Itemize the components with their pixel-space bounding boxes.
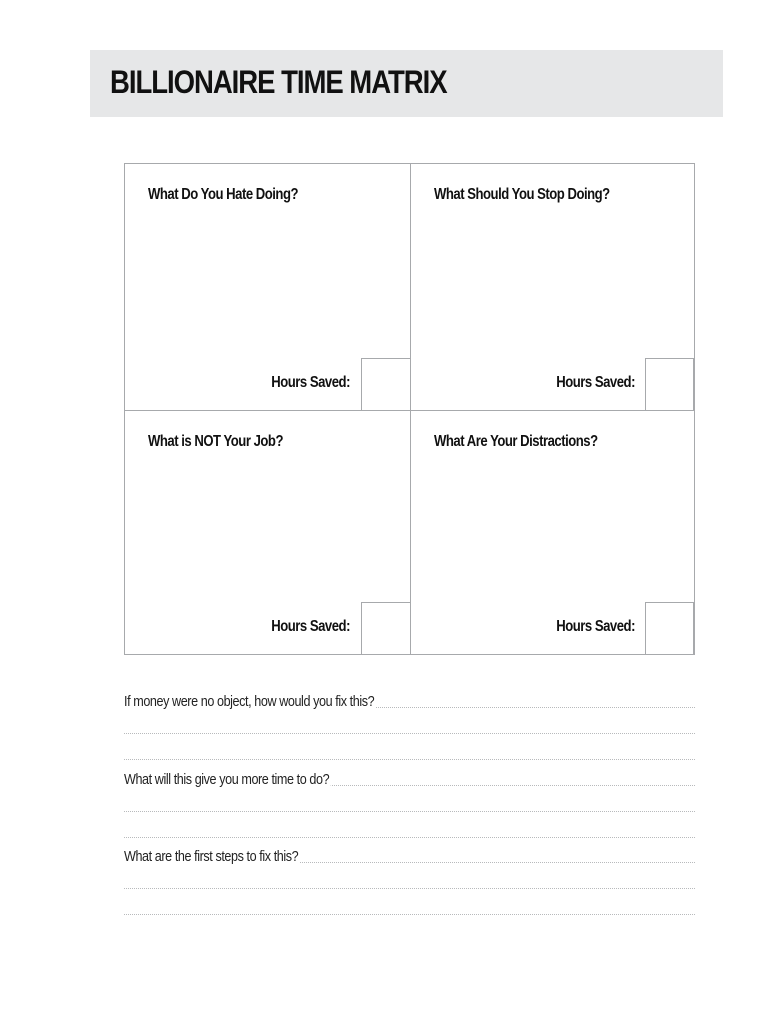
cell-question: What Do You Hate Doing? [148, 186, 299, 203]
answer-line[interactable] [124, 792, 695, 812]
hours-saved-label: Hours Saved: [271, 618, 350, 635]
hours-saved-box[interactable] [645, 358, 694, 410]
answer-line[interactable] [124, 740, 695, 760]
matrix-cell-stop-doing[interactable] [411, 164, 695, 411]
hours-saved-label: Hours Saved: [556, 374, 635, 391]
dotted-line [124, 914, 695, 915]
answer-line[interactable] [124, 818, 695, 838]
dotted-line [124, 811, 695, 812]
dotted-line [124, 837, 695, 838]
prompt-line-fix[interactable] [124, 688, 695, 708]
matrix-cell-distractions[interactable] [411, 411, 695, 654]
hours-saved-label: Hours Saved: [271, 374, 350, 391]
cell-question: What is NOT Your Job? [148, 433, 283, 450]
matrix-cell-hate-doing[interactable] [125, 164, 411, 411]
matrix-cell-not-your-job[interactable] [125, 411, 411, 654]
title-bar [90, 50, 723, 117]
dotted-line [124, 733, 695, 734]
cell-question: What Should You Stop Doing? [434, 186, 610, 203]
answer-line[interactable] [124, 714, 695, 734]
prompt-text: If money were no object, how would you fix this? [124, 693, 375, 710]
prompt-line-first-steps[interactable] [124, 843, 695, 863]
hours-saved-box[interactable] [645, 602, 694, 654]
cell-question: What Are Your Distractions? [434, 433, 598, 450]
answer-line[interactable] [124, 869, 695, 889]
prompt-line-more-time[interactable] [124, 766, 695, 786]
prompt-text: What are the first steps to fix this? [124, 848, 299, 865]
hours-saved-box[interactable] [361, 602, 410, 654]
prompt-text: What will this give you more time to do? [124, 771, 330, 788]
page-title: BILLIONAIRE TIME MATRIX [110, 64, 447, 100]
time-matrix [124, 163, 695, 655]
hours-saved-box[interactable] [361, 358, 410, 410]
hours-saved-label: Hours Saved: [556, 618, 635, 635]
dotted-line [124, 759, 695, 760]
dotted-line [124, 888, 695, 889]
answer-line[interactable] [124, 895, 695, 915]
